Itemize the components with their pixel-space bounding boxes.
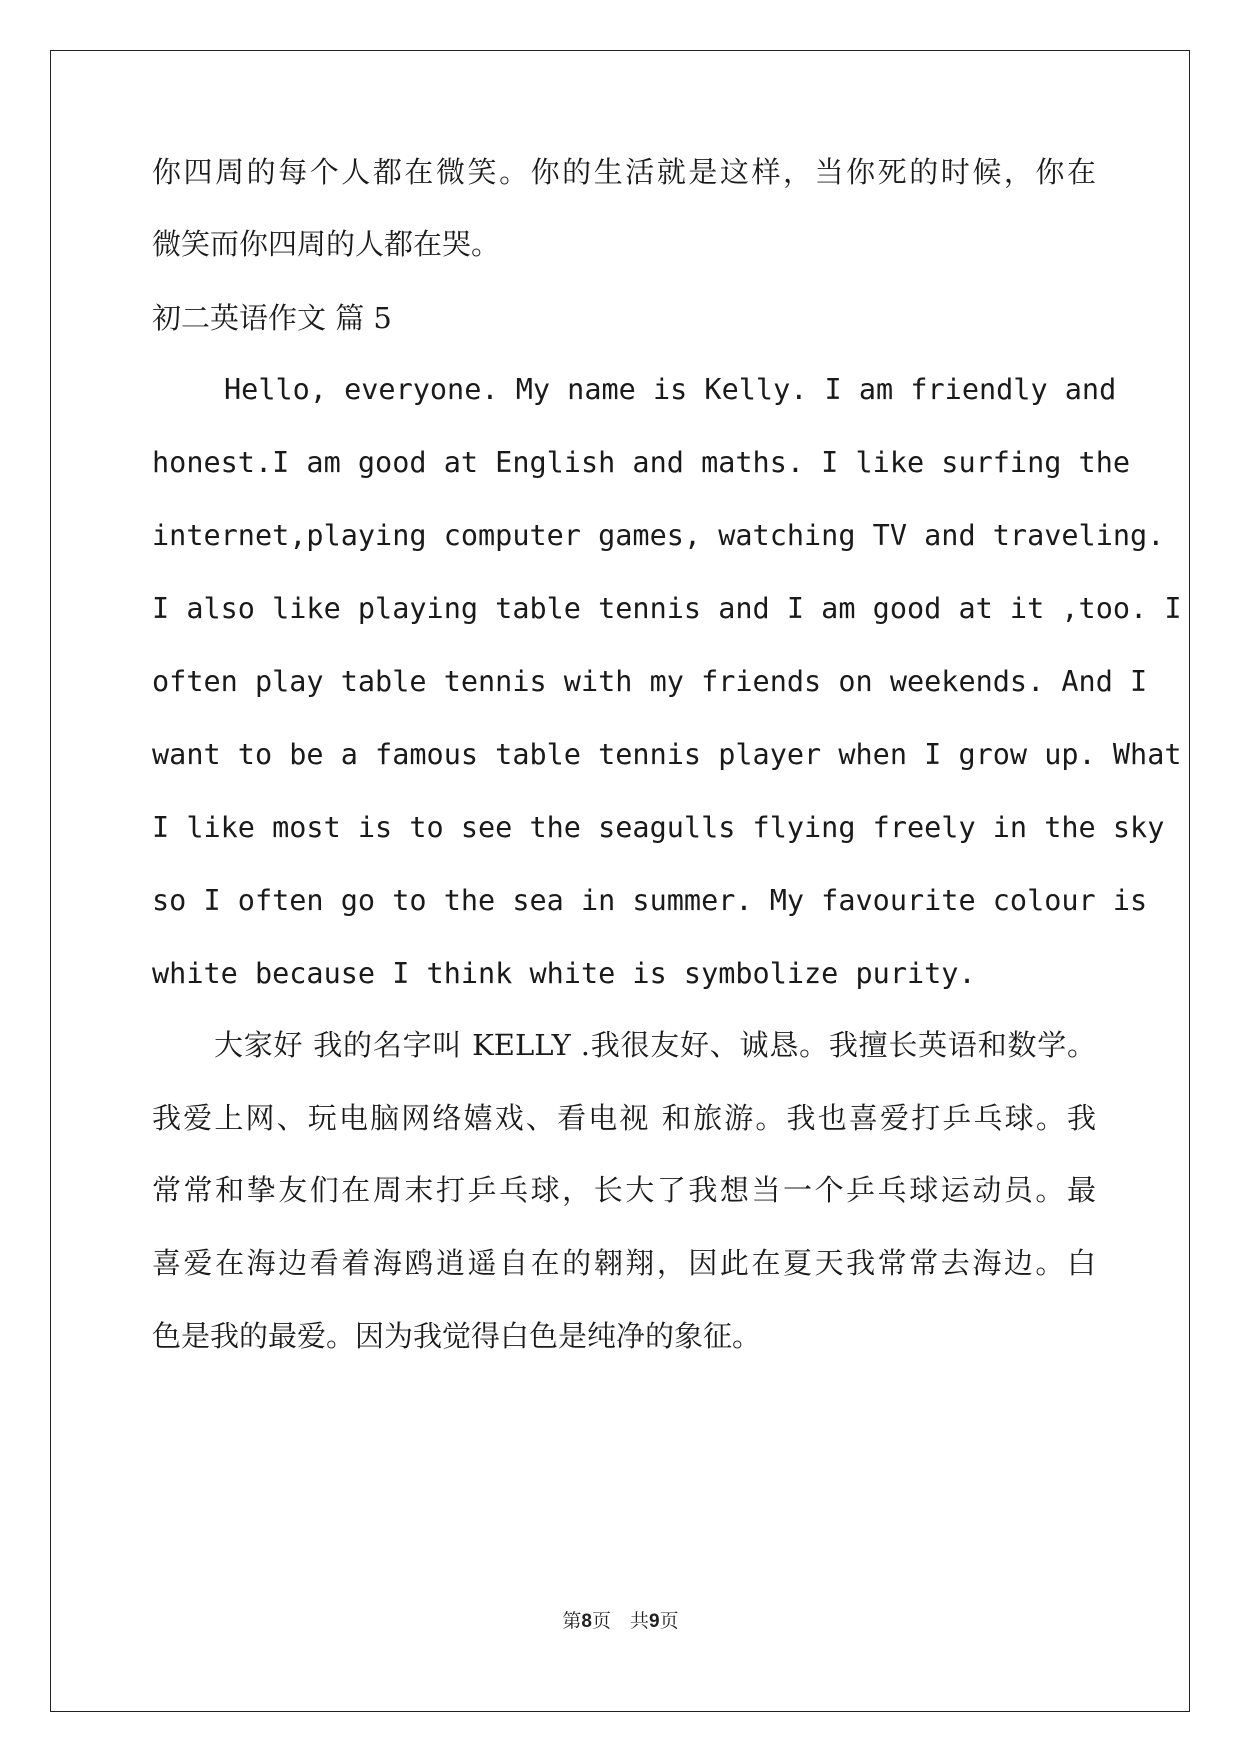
text-line: want to be a famous table tennis player when I grow up. What <box>152 738 1182 771</box>
section-heading: 初二英语作文 篇 5 <box>152 301 392 335</box>
text-line: 大家好 我的名字叫 KELLY .我很友好、诚恳。我擅长英语和数学。 <box>214 1028 1096 1062</box>
text-line: I like most is to see the seagulls flying freely in the sky <box>152 811 1165 844</box>
footer-middle: 页 共 <box>591 1610 649 1632</box>
text-line: 喜爱在海边看着海鸥逍遥自在的翱翔，因此在夏天我常常去海边。白 <box>152 1246 1096 1280</box>
text-line: internet,playing computer games, watching TV and traveling. <box>152 519 1165 552</box>
page-footer <box>0 1606 1241 1633</box>
text-line: often play table tennis with my friends on weekends. And I <box>152 665 1148 698</box>
footer-suffix: 页 <box>659 1610 679 1632</box>
text-line: 我爱上网、玩电脑网络嬉戏、看电视 和旅游。我也喜爱打乒乓球。我 <box>152 1101 1096 1135</box>
total-page-number: 9 <box>649 1611 660 1632</box>
text-line: white because I think white is symbolize purity. <box>152 957 976 990</box>
text-line: 常常和挚友们在周末打乒乓球，长大了我想当一个乒乓球运动员。最 <box>152 1173 1096 1207</box>
text-line: 微笑而你四周的人都在哭。 <box>152 227 501 261</box>
text-line: 色是我的最爱。因为我觉得白色是纯净的象征。 <box>152 1319 762 1353</box>
text-line: Hello, everyone. My name is Kelly. I am friendly and <box>224 373 1117 406</box>
text-line: so I often go to the sea in summer. My favourite colour is <box>152 884 1148 917</box>
text-line: honest.I am good at English and maths. I like surfing the <box>152 446 1131 479</box>
current-page-number: 8 <box>581 1611 592 1632</box>
text-line: I also like playing table tennis and I am good at it ,too. I <box>152 592 1182 625</box>
footer-prefix: 第 <box>562 1610 582 1632</box>
text-line: 你四周的每个人都在微笑。你的生活就是这样，当你死的时候，你在 <box>152 155 1096 189</box>
